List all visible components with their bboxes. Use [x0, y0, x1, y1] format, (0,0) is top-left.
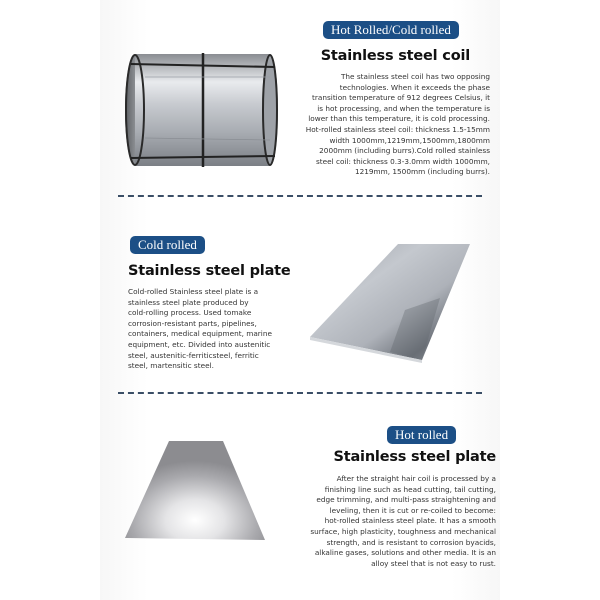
description-line: leveling, then it is cut or re-coiled to become: — [329, 505, 496, 515]
description-line: technologies. When it exceeds the phase — [339, 82, 490, 92]
section-badge-cold-rolled: Cold rolled — [130, 236, 205, 254]
section-title-coil: Stainless steel coil — [320, 48, 470, 64]
description-line: is hot processing, and when the temperature is — [317, 103, 490, 113]
description-line: surface, high plasticity, toughness and mechanical — [310, 526, 496, 536]
description-line: Cold-rolled Stainless steel plate is a — [128, 287, 259, 296]
description-line: hot-rolled stainless steel plate. It has a smooth — [324, 516, 496, 526]
section-badge-hot-rolled: Hot rolled — [387, 426, 456, 444]
description-line: strength, and is resistant to corrosion byacids, — [326, 537, 496, 547]
description-line: alkaline gases, solutions and other media. It is an — [314, 548, 496, 558]
description-line: steel, austenitic-ferriticsteel, ferritic — [128, 350, 259, 360]
section-title-cold-plate: Stainless steel plate — [128, 263, 291, 279]
description-line: cold-rolling process. Used tomake — [128, 308, 252, 318]
description-line: width 1000mm,1219mm,1500mm,1800mm — [329, 135, 490, 145]
description-line: The stainless steel coil has two opposing — [340, 72, 490, 81]
description-line: edge trimming, and multi-pass straightening and — [316, 495, 496, 505]
description-line: equipment, etc. Divided into austenitic — [128, 339, 271, 349]
description-line: steel coil: thickness 0.3-3.0mm width 1000mm, — [316, 156, 490, 166]
description-line: After the straight hair coil is processed by a — [336, 474, 496, 483]
description-line: lower than this temperature, it is cold processing. — [308, 114, 490, 124]
description-line: containers, medical equipment, marine — [128, 329, 272, 339]
description-line: transition temperature of 912 degrees Celsius, it — [312, 93, 490, 103]
hot-rolled-plate-image — [125, 435, 275, 550]
section-description-cold-plate — [128, 287, 308, 372]
description-line: 1219mm, 1500mm (including burrs). — [354, 167, 490, 177]
stainless-steel-coil-image — [125, 50, 280, 170]
description-line: finishing line such as head cutting, tail cutting, — [324, 484, 496, 494]
description-line: stainless steel plate produced by — [128, 297, 249, 307]
section-divider — [118, 392, 482, 394]
cold-rolled-plate-image — [300, 240, 475, 365]
description-line: 2000mm (including burrs).Cold rolled stainless — [319, 146, 490, 156]
section-description-coil — [290, 72, 490, 178]
description-line: steel, martensitic steel. — [128, 361, 214, 371]
section-divider — [118, 195, 482, 197]
description-line: alloy steel that is not easy to rust. — [371, 558, 496, 568]
section-badge-hot-cold-rolled: Hot Rolled/Cold rolled — [323, 21, 459, 39]
description-line: Hot-rolled stainless steel coil: thickness 1.5-15mm — [305, 124, 490, 134]
description-line: corrosion-resistant parts, pipelines, — [128, 318, 257, 328]
section-description-hot-plate — [276, 474, 496, 569]
section-title-hot-plate: Stainless steel plate — [333, 449, 496, 465]
